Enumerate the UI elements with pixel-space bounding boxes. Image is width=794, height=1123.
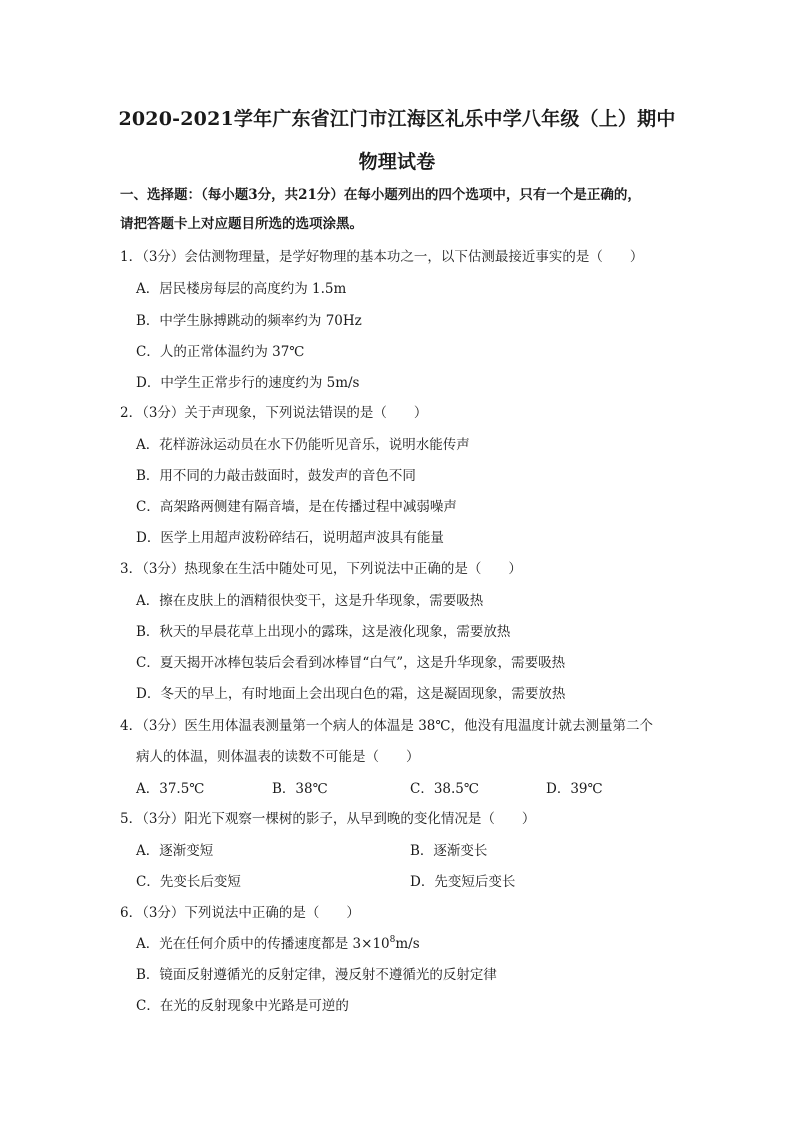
question-3-option-c: C．夏天揭开冰棒包装后会看到冰棒冒“白气”，这是升华现象，需要吸热 <box>136 655 566 671</box>
question-5-option-a: A．逐渐变短 <box>136 843 214 859</box>
question-4-stem: 4．（3分）医生用体温表测量第一个病人的体温是 38℃，他没有甩温度计就去测量第二个 <box>120 718 653 734</box>
question-2-option-b: B．用不同的力敲击鼓面时，鼓发声的音色不同 <box>136 468 416 484</box>
question-6-option-a <box>136 935 420 953</box>
question-5-option-c: C．先变长后变短 <box>136 874 241 890</box>
question-4-option-a: A．37.5℃ <box>136 781 205 797</box>
question-1-option-c: C．人的正常体温约为 37℃ <box>136 344 305 360</box>
question-2-option-c: C．高架路两侧建有隔音墙，是在传播过程中减弱噪声 <box>136 499 457 515</box>
question-3-option-a: A．擦在皮肤上的酒精很快变干，这是升华现象，需要吸热 <box>136 593 484 609</box>
question-3-option-b: B．秋天的早晨花草上出现小的露珠，这是液化现象，需要放热 <box>136 624 511 640</box>
question-6-option-c: C．在光的反射现象中光路是可逆的 <box>136 998 349 1014</box>
question-1-option-b: B．中学生脉搏跳动的频率约为 70Hz <box>136 313 362 329</box>
question-1-option-d: D．中学生正常步行的速度约为 5m/s <box>136 375 360 391</box>
question-2-option-d: D．医学上用超声波粉碎结石，说明超声波具有能量 <box>136 530 444 546</box>
question-6-option-b: B．镜面反射遵循光的反射定律，漫反射不遵循光的反射定律 <box>136 967 497 983</box>
question-4-option-d: D．39℃ <box>546 781 603 797</box>
question-6-option-a-text: A．光在任何介质中的传播速度都是 3×10 <box>136 936 390 952</box>
section-heading-line1: 一、选择题：（每小题3分，共21分）在每小题列出的四个选项中，只有一个是正确的， <box>120 187 641 203</box>
question-5-option-b: B．逐渐变长 <box>410 843 488 859</box>
question-1-stem: 1．（3分）会估测物理量，是学好物理的基本功之一，以下估测最接近事实的是（ ） <box>120 249 644 265</box>
question-6-option-a-exponent: 8 <box>389 935 396 945</box>
exam-title-line2: 物理试卷 <box>358 151 436 173</box>
question-1-option-a: A．居民楼房每层的高度约为 1.5m <box>136 281 347 297</box>
question-4-option-c: C．38.5℃ <box>410 781 479 797</box>
question-4-stem-continued: 病人的体温，则体温表的读数不可能是（ ） <box>136 749 420 765</box>
question-2-stem: 2．（3分）关于声现象，下列说法错误的是（ ） <box>120 405 428 421</box>
question-6-option-a-unit: m/s <box>395 936 420 952</box>
question-6-stem: 6．（3分）下列说法中正确的是（ ） <box>120 905 360 921</box>
question-5-option-d: D．先变短后变长 <box>410 874 516 890</box>
question-3-stem: 3．（3分）热现象在生活中随处可见，下列说法中正确的是（ ） <box>120 561 522 577</box>
question-3-option-d: D．冬天的早上，有时地面上会出现白色的霜，这是凝固现象，需要放热 <box>136 686 566 702</box>
section-heading-line2: 请把答题卡上对应题目所选的选项涂黑。 <box>120 216 363 232</box>
exam-title-line1: 2020-2021学年广东省江门市江海区礼乐中学八年级（上）期中 <box>118 108 676 130</box>
question-4-option-b: B．38℃ <box>272 781 328 797</box>
question-5-stem: 5．（3分）阳光下观察一棵树的影子，从早到晚的变化情况是（ ） <box>120 811 536 827</box>
question-2-option-a: A．花样游泳运动员在水下仍能听见音乐，说明水能传声 <box>136 437 470 453</box>
